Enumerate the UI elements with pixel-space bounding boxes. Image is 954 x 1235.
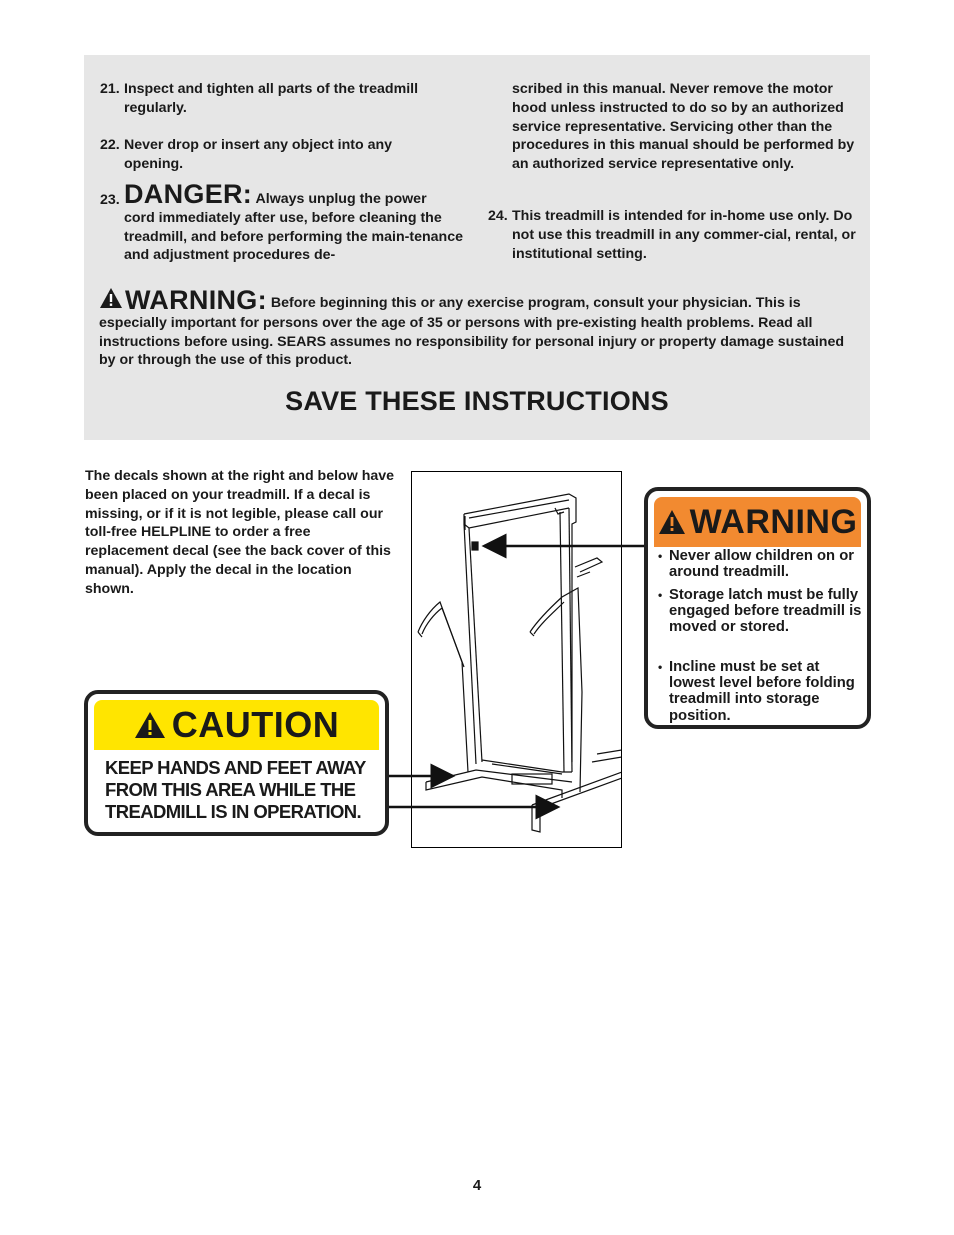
item-number: 24. [488, 208, 508, 224]
save-instructions-title: SAVE THESE INSTRUCTIONS [285, 386, 669, 416]
safety-item-22 [100, 136, 460, 174]
warning-label: WARNING: [125, 285, 267, 315]
treadmill-illustration [411, 471, 622, 848]
safety-item-23 [100, 181, 472, 265]
item-text: Inspect and tighten all parts of the treadmill regularly. [124, 81, 419, 116]
item-text: Never drop or insert any object into any opening. [124, 137, 393, 172]
caution-line: KEEP HANDS AND FEET AWAY [105, 757, 366, 778]
warning-triangle-icon [99, 287, 123, 309]
caution-triangle-icon [134, 710, 166, 740]
warning-decal-header [654, 497, 861, 547]
safety-item-21 [100, 80, 460, 118]
list-item: • Incline must be set at lowest level before folding treadmill into storage position. [658, 659, 855, 724]
warning-text: Before beginning this or any exercise program, consult your physician. This is especially important for persons over the age of 35 or persons with pre-existing health problems. Read all instructions before using. SEARS assumes no responsibility for personal injury or property damage sustained by or through the use of this product. [99, 295, 845, 369]
list-item: • Never allow children on or around treadmill. [658, 548, 855, 581]
list-item: • Storage latch must be fully engaged before treadmill is moved or stored. [658, 587, 862, 636]
decal-intro-text: The decals shown at the right and below have been placed on your treadmill. If a decal is missing, or if it is not legible, please call our toll-free HELPLINE to order a free replacement decal (see the back cover of this manual). Apply the decal in the location shown. [85, 468, 395, 597]
safety-item-23-continued [488, 80, 860, 174]
item-number: 21. [100, 81, 120, 97]
danger-line [100, 181, 472, 209]
caution-decal-title: CAUTION [171, 704, 340, 745]
caution-line: TREADMILL IS IN OPERATION. [105, 800, 362, 822]
item-text: cord immediately after use, before cleaning the treadmill, and before performing the main-tenance and adjustment procedures de- [124, 209, 463, 264]
warning-decal-title: WARNING [689, 502, 858, 541]
warning-decal [644, 487, 871, 729]
warning-paragraph [99, 287, 859, 370]
danger-label: DANGER: [124, 179, 253, 209]
item-number: 22. [100, 137, 120, 153]
danger-line-text: Always unplug the power [255, 191, 427, 207]
caution-decal-text [105, 757, 385, 822]
warning-triangle-icon [658, 508, 686, 536]
item-number: 23. [100, 192, 120, 208]
item-text: scribed in this manual. Never remove the motor hood unless instructed to do so by an authorized service representative. Servicing other than the procedures in this manual should be performed by an authorized service representative only. [512, 81, 855, 173]
page-number: 4 [472, 1177, 482, 1194]
item-text: This treadmill is intended for in-home use only. Do not use this treadmill in any commer-cial, rental, or institutional setting. [512, 208, 856, 262]
safety-item-24 [488, 207, 860, 263]
caution-decal-header [94, 700, 379, 750]
caution-decal [84, 690, 389, 836]
caution-line: FROM THIS AREA WHILE THE [105, 778, 356, 800]
